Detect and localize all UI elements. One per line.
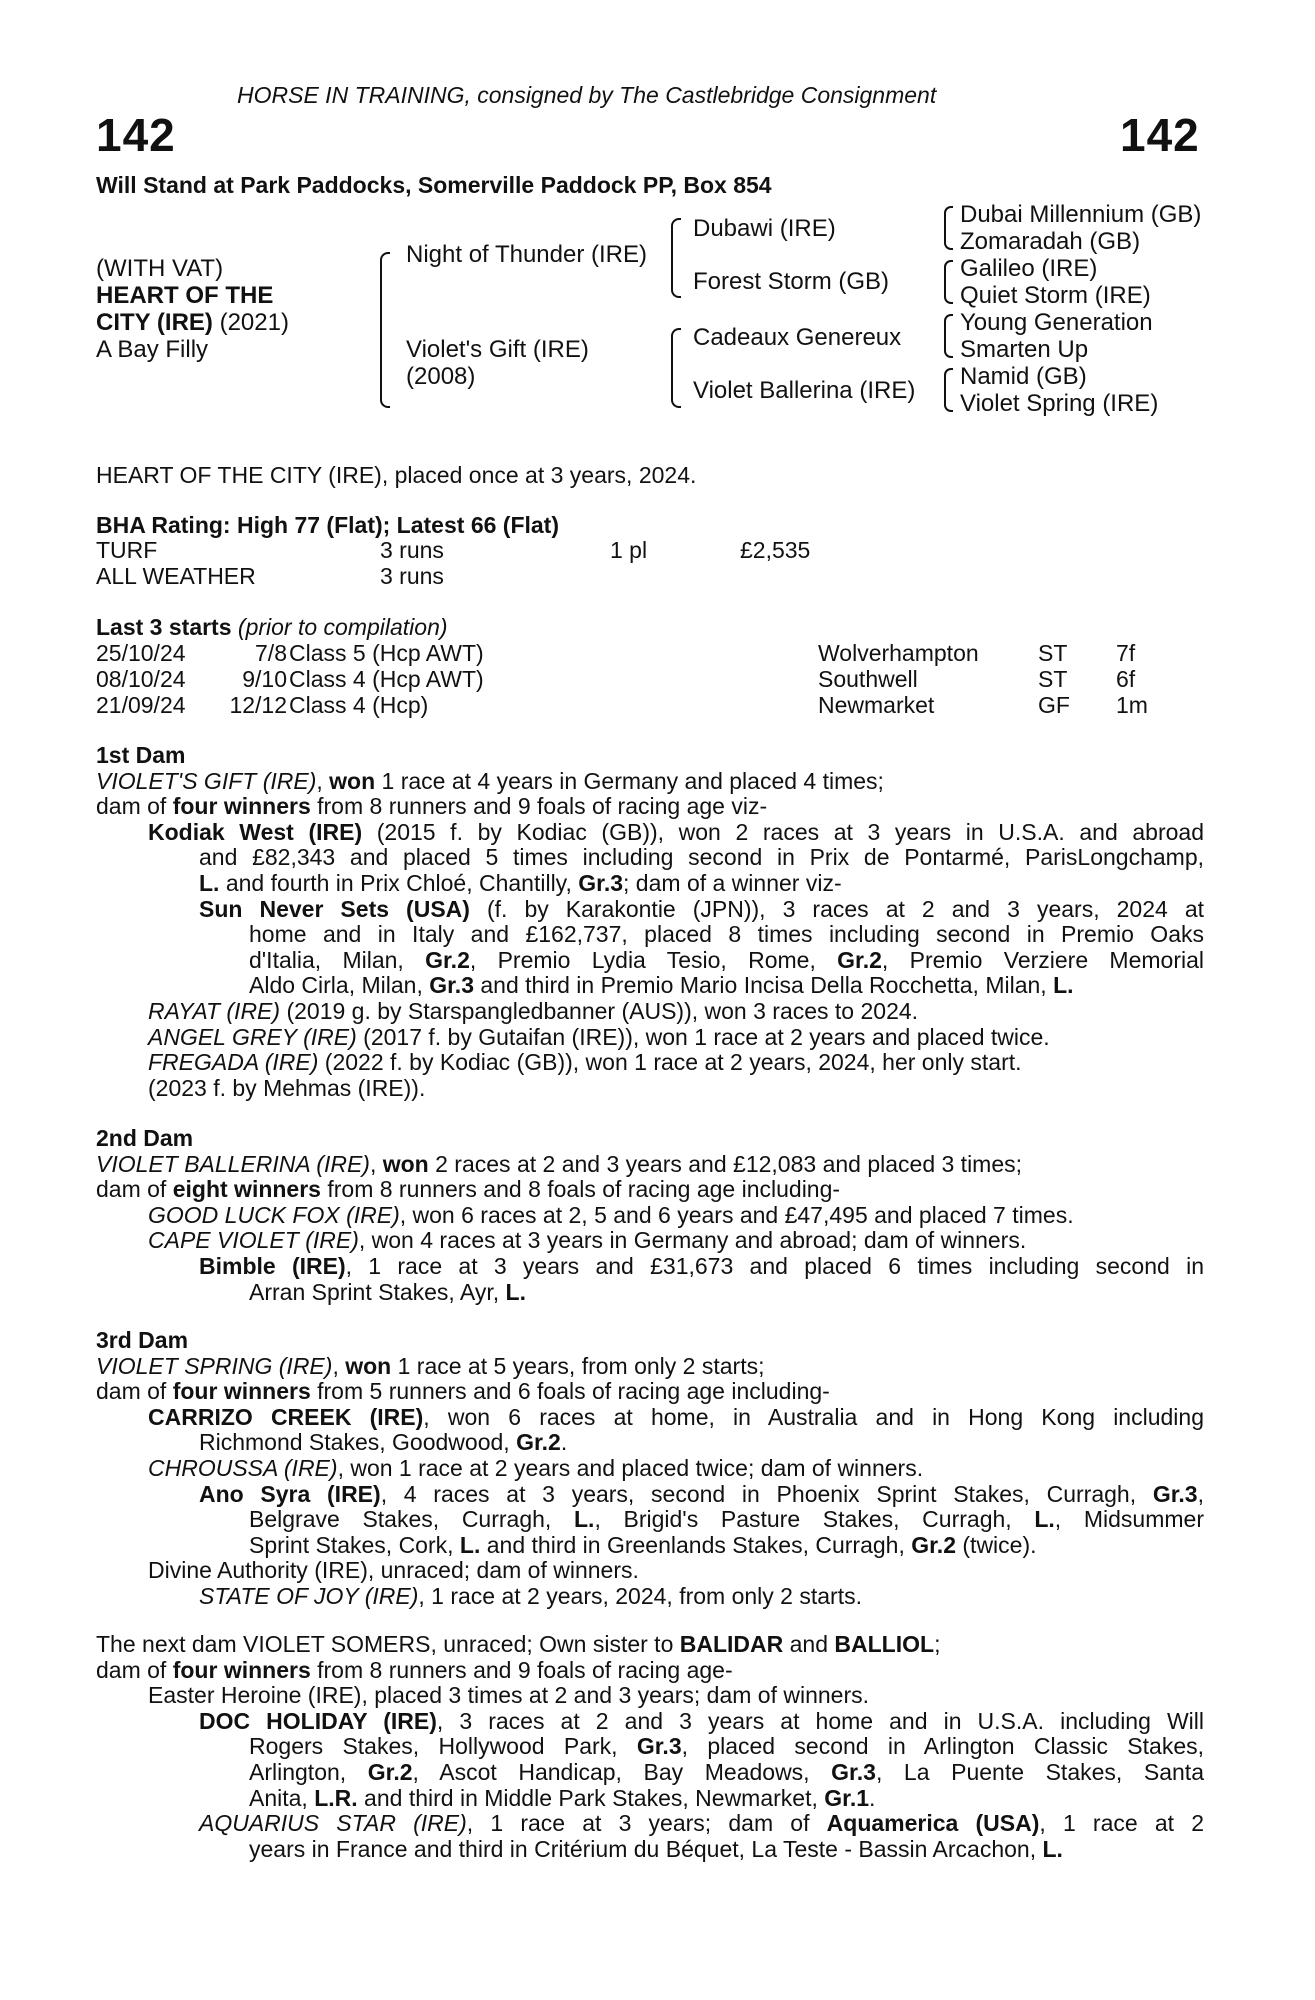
pedigree-g8: Violet Spring (IRE) [960, 390, 1159, 417]
start-date: 21/09/24 [96, 692, 186, 718]
text-run: d'Italia, Milan, [249, 946, 426, 973]
stand-location: Will Stand at Park Paddocks, Somerville Paddock PP, Box 854 [96, 172, 772, 198]
start-date: 25/10/24 [96, 640, 186, 666]
text-run: (2017 f. by Gutaifan (IRE)), won 1 race at 2 years and placed twice. [356, 1023, 1050, 1050]
text-run: 2 races at 2 and 3 years and £12,083 and placed 3 times; [428, 1150, 1023, 1177]
text-run: Gr.3 [1152, 1480, 1198, 1507]
second-dam-title: 2nd Dam [96, 1125, 194, 1151]
pedigree-g2: Zomaradah (GB) [960, 228, 1141, 255]
text-run: , 1 race at 3 years; dam of [466, 1810, 827, 1837]
pedigree-dam [406, 336, 589, 390]
pedigree-dam-year: (2008) [406, 363, 476, 390]
text-run: (2015 f. by Kodiac (GB)), won 2 races at 3 years in U.S.A. and abroad [362, 818, 1204, 845]
text-run: , Midsummer [1054, 1506, 1204, 1533]
text-run: Rogers Stakes, Hollywood Park, [249, 1733, 637, 1760]
text-run: L. [573, 1506, 595, 1533]
text-run: , Brigid's Pasture Stakes, Curragh, [594, 1506, 1035, 1533]
text-run: Arlington, [249, 1758, 368, 1785]
text-run: , Ascot Handicap, Bay Meadows, [412, 1758, 832, 1785]
start-going: ST [1038, 640, 1068, 666]
text-run: , Premio Lydia Tesio, Rome, [469, 946, 838, 973]
text-run: years in France and third in Critérium du Béquet, La Teste - Bassin Arcachon, [249, 1835, 1043, 1862]
pedigree-g3: Galileo (IRE) [960, 255, 1098, 282]
start-class: Class 4 (Hcp) [289, 692, 429, 718]
start-distance: 7f [1116, 640, 1136, 666]
lot-number-right: 142 [1120, 109, 1200, 161]
produce-name: CARRIZO CREEK (IRE) [148, 1403, 424, 1430]
text-run: BALIDAR [679, 1631, 784, 1657]
text-run: four winners [172, 1656, 311, 1683]
produce-line: Divine Authority (IRE), unraced; dam of winners. [148, 1557, 639, 1584]
pedigree-brace-g1 [944, 206, 953, 250]
lot-number-left: 142 [96, 109, 176, 161]
text-run: won [345, 1352, 392, 1379]
text-run: Gr.2 [425, 946, 470, 973]
text-run: L. [505, 1278, 526, 1305]
rating-row: TURF [96, 537, 158, 563]
start-distance: 6f [1116, 666, 1136, 692]
start-position: 9/10 [242, 666, 287, 692]
first-dam-title: 1st Dam [96, 742, 186, 768]
horse-description: A Bay Filly [96, 336, 209, 363]
pedigree-g6: Smarten Up [960, 336, 1089, 363]
rating-row-placed: 1 pl [610, 537, 648, 563]
consignor-line: HORSE IN TRAINING, consigned by The Castlebridge Consignment [237, 82, 937, 108]
produce-name: GOOD LUCK FOX (IRE) [148, 1201, 400, 1228]
produce-line: Easter Heroine (IRE), placed 3 times at 2 and 3 years; dam of winners. [148, 1682, 869, 1709]
text-run: Anita, [249, 1784, 315, 1811]
text-run: L. [199, 869, 220, 896]
pedigree-brace-g2 [944, 260, 953, 304]
text-run: The next dam VIOLET SOMERS, unraced; Own sister to [96, 1631, 680, 1657]
text-run: , 1 race at 2 years, 2024, from only 2 starts. [418, 1582, 862, 1609]
text-run: and third in Premio Mario Incisa Della Rocchetta, Milan, [474, 972, 1054, 999]
first-dam-section [96, 743, 1204, 1101]
rating-row-runs: 3 runs [380, 537, 444, 563]
text-run: and [783, 1631, 835, 1657]
text-run: four winners [172, 1378, 311, 1405]
text-run: , won 6 races at 2, 5 and 6 years and £47,495 and placed 7 times. [399, 1201, 1074, 1228]
text-run: dam of [96, 793, 173, 820]
pedigree-brace-dam [671, 328, 681, 408]
rating-row-prize: £2,535 [740, 537, 811, 563]
produce-name: RAYAT (IRE) [148, 997, 281, 1024]
horse-summary: HEART OF THE CITY (IRE), placed once at 3 years, 2024. [96, 462, 697, 488]
start-class: Class 4 (Hcp AWT) [289, 666, 484, 692]
produce-name: Ano Syra (IRE) [199, 1480, 381, 1507]
vat-label: (WITH VAT) [96, 255, 224, 282]
horse-name-line1: HEART OF THE [96, 282, 274, 309]
pedigree-brace-main [380, 252, 390, 408]
text-run: dam of [96, 1378, 173, 1405]
rating-title: BHA Rating: High 77 (Flat); Latest 66 (Flat) [96, 512, 559, 538]
horse-year: (2021) [212, 309, 289, 336]
text-run: from 5 runners and 6 foals of racing age including- [310, 1378, 830, 1405]
text-run: (twice). [956, 1531, 1037, 1558]
text-run: and third in Middle Park Stakes, Newmarket, [357, 1784, 825, 1811]
text-run: . [560, 1429, 568, 1456]
text-run: and fourth in Prix Chloé, Chantilly, [219, 869, 579, 896]
text-run: , [1197, 1480, 1204, 1507]
start-going: GF [1038, 692, 1070, 718]
pedigree-brace-g4 [944, 368, 953, 412]
text-run: Aldo Cirla, Milan, [249, 972, 430, 999]
second-dam-section [96, 1126, 1204, 1305]
text-run: dam of [96, 1656, 173, 1683]
text-run: (f. by Karakontie (JPN)), 3 races at 2 and 3 years, 2024 at [469, 895, 1204, 922]
rating-row: ALL WEATHER [96, 563, 256, 589]
text-run: eight winners [172, 1176, 321, 1203]
text-run: ; dam of a winner viz- [623, 869, 842, 896]
text-run: L. [459, 1531, 481, 1558]
text-run: ; [934, 1631, 941, 1657]
text-run: , won 1 race at 2 years and placed twice; dam of winners. [337, 1454, 924, 1481]
text-run: L. [1042, 1835, 1063, 1862]
text-run: , La Puente Stakes, Santa [875, 1758, 1204, 1785]
text-run: . [869, 1784, 876, 1811]
text-run: Gr.3 [636, 1733, 682, 1760]
text-run: Gr.2 [367, 1758, 413, 1785]
text-run: from 8 runners and 8 foals of racing age including- [320, 1176, 841, 1203]
text-run: won [382, 1150, 429, 1177]
produce-name: STATE OF JOY (IRE) [199, 1582, 419, 1609]
pedigree-g4: Quiet Storm (IRE) [960, 282, 1151, 309]
produce-line: (2023 f. by Mehmas (IRE)). [148, 1074, 426, 1101]
produce-name: Bimble (IRE) [199, 1252, 346, 1279]
text-run: , [369, 1150, 383, 1177]
produce-name: Kodiak West (IRE) [148, 818, 363, 845]
pedigree-sire-sire: Dubawi (IRE) [693, 215, 836, 242]
text-run: , placed second in Arlington Classic Stakes, [681, 1733, 1205, 1760]
text-run: Gr.1 [824, 1784, 870, 1811]
horse-name-line2: CITY (IRE) [96, 309, 213, 336]
start-position: 7/8 [255, 640, 287, 666]
text-run: L.R. [314, 1784, 358, 1811]
text-run: Richmond Stakes, Goodwood, [199, 1429, 517, 1456]
text-run: , Premio Verziere Memorial [881, 946, 1205, 973]
start-course: Newmarket [818, 692, 935, 718]
last-starts-heading [96, 615, 448, 641]
produce-name: CAPE VIOLET (IRE) [148, 1227, 359, 1254]
last-starts-title: Last 3 starts [96, 614, 232, 640]
start-course: Wolverhampton [818, 640, 979, 666]
pedigree-g5: Young Generation [960, 309, 1153, 336]
pedigree-dam-sire: Cadeaux Genereux [693, 324, 902, 351]
third-dam-section [96, 1328, 1204, 1610]
text-run: , won 4 races at 3 years in Germany and abroad; dam of winners. [358, 1227, 1027, 1254]
pedigree-g7: Namid (GB) [960, 363, 1087, 390]
pedigree-dam-dam: Violet Ballerina (IRE) [693, 377, 916, 404]
pedigree-brace-g3 [944, 314, 953, 358]
last-starts-note: (prior to compilation) [231, 614, 448, 640]
text-run: from 8 runners and 9 foals of racing age- [310, 1656, 733, 1683]
next-dam-section [96, 1632, 1204, 1862]
start-date: 08/10/24 [96, 666, 186, 692]
text-run: Gr.2 [516, 1429, 561, 1456]
pedigree-g1: Dubai Millennium (GB) [960, 201, 1202, 228]
text-run: Sprint Stakes, Cork, [249, 1531, 460, 1558]
text-run: Aquamerica (USA) [826, 1810, 1040, 1837]
text-run: 1 race at 5 years, from only 2 starts; [391, 1352, 765, 1379]
produce-name: ANGEL GREY (IRE) [148, 1023, 357, 1050]
dam-name: VIOLET'S GIFT (IRE) [96, 767, 317, 794]
text-run: from 8 runners and 9 foals of racing age viz- [310, 793, 768, 820]
text-run: Gr.3 [831, 1758, 876, 1785]
text-run: Belgrave Stakes, Curragh, [249, 1506, 574, 1533]
text-run: BALLIOL [834, 1631, 935, 1657]
pedigree-dam-name: Violet's Gift (IRE) [406, 336, 589, 363]
text-run: , [316, 767, 330, 794]
rating-row-runs: 3 runs [380, 563, 444, 589]
produce-name: CHROUSSA (IRE) [148, 1454, 338, 1481]
start-distance: 1m [1116, 692, 1148, 718]
third-dam-title: 3rd Dam [96, 1327, 189, 1353]
text-run: Gr.2 [837, 946, 882, 973]
text-run: and third in Greenlands Stakes, Curragh, [480, 1531, 912, 1558]
text-run: , [332, 1352, 346, 1379]
text-run: (2019 g. by Starspangledbanner (AUS)), won 3 races to 2024. [280, 997, 919, 1024]
text-run: and £82,343 and placed 5 times including second in Prix de Pontarmé, ParisLongchamp, [199, 844, 1204, 871]
start-class: Class 5 (Hcp AWT) [289, 640, 484, 666]
start-position: 12/12 [229, 692, 287, 718]
dam-name: VIOLET SPRING (IRE) [96, 1352, 333, 1379]
text-run: Gr.3 [578, 869, 624, 896]
text-run: 1 race at 4 years in Germany and placed 4 times; [375, 767, 884, 794]
produce-name: FREGADA (IRE) [148, 1049, 319, 1076]
text-run: won [329, 767, 376, 794]
pedigree-brace-sire [671, 218, 681, 298]
text-run: , 1 race at 2 [1039, 1810, 1204, 1837]
text-run: , 4 races at 3 years, second in Phoenix Sprint Stakes, Curragh, [380, 1480, 1153, 1507]
text-run: (2022 f. by Kodiac (GB)), won 1 race at 2 years, 2024, her only start. [318, 1049, 1022, 1076]
produce-name: DOC HOLIDAY (IRE) [199, 1707, 437, 1734]
dam-name: VIOLET BALLERINA (IRE) [96, 1150, 370, 1177]
horse-identity [96, 255, 289, 363]
start-going: ST [1038, 666, 1068, 692]
text-run: , 3 races at 2 and 3 years at home and in U.S.A. including Will [436, 1707, 1204, 1734]
produce-name: AQUARIUS STAR (IRE) [199, 1810, 467, 1837]
text-run: dam of [96, 1176, 173, 1203]
text-run: , won 6 races at home, in Australia and in Hong Kong including [423, 1403, 1204, 1430]
text-run: Gr.3 [429, 972, 474, 999]
text-run: Gr.2 [911, 1531, 956, 1558]
text-run: L. [1053, 972, 1074, 999]
start-course: Southwell [818, 666, 918, 692]
produce-name: Sun Never Sets (USA) [199, 895, 470, 922]
text-run: , 1 race at 3 years and £31,673 and placed 6 times including second in [345, 1252, 1204, 1279]
pedigree-sire: Night of Thunder (IRE) [406, 241, 647, 268]
text-run: home and in Italy and £162,737, placed 8 times including second in Premio Oaks [249, 921, 1204, 948]
text-run: Arran Sprint Stakes, Ayr, [249, 1278, 506, 1305]
pedigree-sire-dam: Forest Storm (GB) [693, 268, 890, 295]
text-run: four winners [172, 793, 311, 820]
text-run: L. [1034, 1506, 1055, 1533]
